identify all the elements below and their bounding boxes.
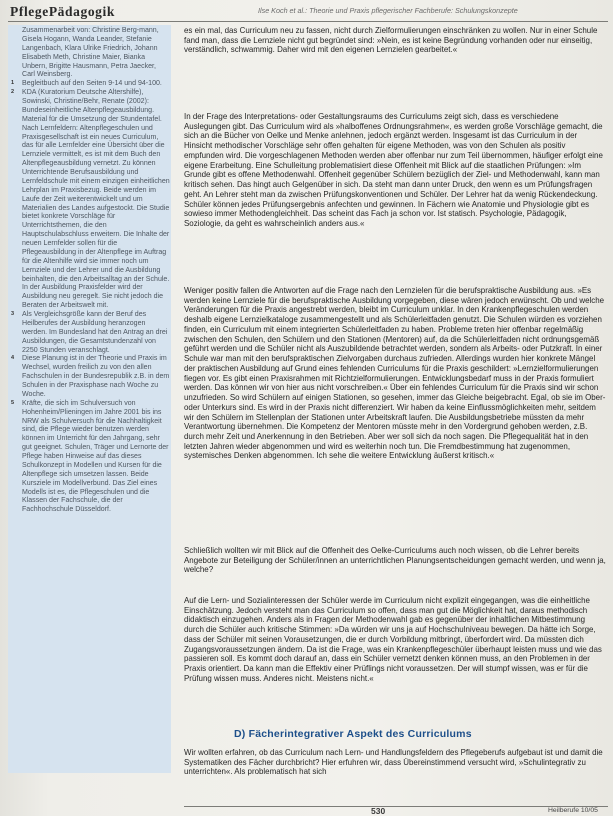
footnote-number: 3 [11, 311, 15, 317]
footnote-text: Begleitbuch auf den Seiten 9-14 und 94-100. [22, 80, 162, 88]
body-paragraph: Schließlich wollten wir mit Blick auf die Offenheit des Oelke-Curriculums auch noch wissen, ob die Lehrer bereits Angebote zur Beteiligung der Schüler/innen an unterrichtlichen Planungsentscheidungen gemacht werden, und wenn ja, welche? [184, 546, 606, 575]
footnote-number: 1 [11, 80, 15, 87]
body-paragraph: Weniger positiv fallen die Antworten auf die Frage nach den Lernzielen für die berufspraktische Ausbildung aus. »Es werden keine Lernziele für die berufspraktische Ausbildung vorgegeben, diese wären jedoch erwünscht. Ob und welche Veränderungen für die Praxis angestrebt werden, bleibt im Curriculum unklar. In den Krankenpflegeschulen werden deshalb eigene Lernzielkataloge zusammengestellt und als Schülerleitfaden genutzt. Die Schulen würden es vorziehen finden, ein Curriculum mit einem integrierten Schülerleitfaden zu haben. Probleme treten hier offenbar regelmäßig zwischen den Schulen, den Schülern und den Stationen (Mentoren) auf, da die Schülerleitfaden nicht ordnungsgemäß geführt werden und die Schüler nicht als Auszubildende betrachtet werden, sondern als Arbeits- oder Putzkraft. In einer Schule war man mit den berufspraktischen Zielvorgaben durchaus zufrieden. Allerdings wurden hier konkrete Mängel der praktischen Ausbildung auf Grund eines fehlenden Curriculums für die Praxis geschildert: »Lernzielformulierungen fiegen vor. Es gibt einen Praxisrahmen mit Richtzielformulierungen. Entwicklungsbedarf muss in der Praxis formuliert werden. Das können wir von hier aus nicht vorschreiben.« Über ein fehlendes Curriculum für die Praxis sind wir schon unzufrieden. So wird Schülern auf einigen Stationen, so gesehen, immer das Gleiche beigebracht. Egal, ob sie im Ober- oder Unterkurs sind. Es wird in der Praxis nicht differenziert. Wir haben da keine Einflussmöglichkeiten mehr, seitdem wir den Schülern im Stellenplan der Stationen unter Arbeitskraft laufen. Die Ausbildungsbetriebe müssten da mehr Verantwortung übernehmen. Die Kompetenz der Mentoren müsste mehr in den Vordergrund gehoben werden, z.B. durch mehr Zeit und Anerkennung in den Betrieben. Aber wer soll sich da noch sagen. Die Pflegequalität hat in den letzten Jahren wieder abgenommen und wird es weiterhin noch tun. Die Fremdbestimmung hat zugenommen, systemisches Denken abgenommen. Ich sehe die weitere Entwicklung äußerst kritisch.« [184, 286, 606, 461]
body-paragraph: es ein mal, das Curriculum neu zu fassen, nicht durch Zielformulierungen einschränken zu wollen. Nur in einer Schule fand man, dass die Lernziele nicht gut begründet sind: »Nein, es ist keine Begründung vorhanden oder nur einseitig, verständlich, schwammig. Daher wird mit den eigenen Lernzielen gearbeitet.« [184, 26, 598, 55]
footnote-item [11, 80, 170, 89]
footnote-text: Kräfte, die sich im Schulversuch von Hohenheim/Plieningen im Jahre 2001 bis ins NRW als Schulversuch für die Nachhaltigkeit sind, die Pflege wieder benutzen werden können im Unterricht für den Jahrgang, sehr gut geeignet. Schulen, Träger und Lernorte der Pflege haben Hinweise auf das dieses Schulkonzept in Modellen und Kursen für die Altenpflege sich umsetzen lassen. Beide Kursziele im Modellverbund. Das Ziel eines Modells ist es, die Pflegeschulen und die Klassen der Fachschule, die der Fachhochschule Düsseldorf. [22, 399, 169, 514]
body-paragraph: In der Frage des Interpretations- oder Gestaltungsraums des Curriculums zeigt sich, dass es verschiedene Auslegungen gibt. Das Curriculum wird als »halboffenes Ordnungsrahmen«, es werden große Vorschläge gemacht, die sich an die Bücher von Oelke und Menke anlehnen, jedoch ergänzt werden. Insgesamt ist das Curriculum in der Hinsicht methodischer Vorschläge sehr offen gehalten für eigene Methoden, was von den Schulen als positiv empfunden wird. Die vorgeschlagenen Methoden werden aber offenbar nur zum Teil übernommen, häufiger erfolgt eine eigene Erarbeitung. Eine Schulleitung problematisiert diese Offenheit mit Blick auf die staatlichen Prüfungen: »Im Grunde gibt es offene Methodenwahl. Offenheit gegenüber Schülern bezüglich der Ziel- und Methodenwahl, kann man kritisch sehen. Das hingt auch Gelgenüber in sich. Da steht man dann unter Druck, den wenn es um Prüfungsfragen geht. An Lehrer steht man da zwischen Prüfungskonventionen und Schüler. Der Lehrer hat da wenig Rückendeckung. Schüler können jedes Prüfungsergebnis anfechten und gewinnen. In Fächern wie Anatomie und Physiologie gibt es sowieso immer Methodengleichheit. Das scheint das Fach ja schon vor. Ist statisch. Psychologie, Pädagogik, Soziologie, da geht es wahrscheinlich anders aus.« [184, 112, 603, 229]
header-rule [8, 21, 608, 22]
footnote-text: Als Vergleichsgröße kann der Beruf des Heilberufes der Ausbildung heranzogen werden. Im Bundesland hat den Antrag an drei Ausbildungen, die Gesamtstundenzahl von 2250 Stunden veranschlagt. [22, 311, 168, 354]
footnote-number: 5 [11, 399, 15, 406]
issue-label: Heilberufe 10/05 [548, 807, 598, 814]
footnote-sidebar [8, 25, 171, 773]
footnote-number: 2 [11, 89, 15, 96]
body-paragraph: Wir wollten erfahren, ob das Curriculum nach Lern- und Handlungsfeldern des Pflegeberufs aufgebaut ist und damit die Systematiken des Fächer durchbricht? Hier erfuhren wir, dass Übereinstimmend versucht wird, »Schulintegrativ zu unterrichten«. Als problematisch hat sich [184, 748, 603, 777]
footnote-list [11, 27, 170, 515]
footnote-item [11, 27, 170, 80]
footer-rule [184, 806, 608, 807]
body-paragraph: Auf die Lern- und Sozialinteressen der Schüler werde im Curriculum nicht explizit eingegangen, was die einheitliche Einschätzung. Jedoch versteht man das Curriculum so offen, dass man gut die Möglichkeit hat, daraus methodisch didaktisch einzugehen. Anders als in Fragen der Methodenwahl gab es gegenüber der inhaltlichen Mitbestimmung durch die Schüler auch kritische Stimmen: »Da würden wir uns ja auf Hochschulniveau bewegen. Da hätte ich Sorge, dass der Schüler mit seinen Vorausetzungen, die er durch Vorbildung mitbringt, überfordert wird. Da müssten dich Zugangsvoraussetzungen ändern. Da ist die Frage, was ein Krankenpflegeschüler überhaupt leisten muss und wie das passieren soll. Es kommt doch darauf an, dass ein Schüler vernetzt denken können muss, an den Problemen in der Praxis orientiert. Da kann man die Effektiv einer Prüflings nicht voraussetzen. Der will stumpf wissen, was er für die Prüfung wissen muss. Anderes nicht. Meistens nicht.« [184, 596, 602, 683]
footnote-item [11, 355, 170, 399]
running-head: Ilse Koch et al.: Theorie und Praxis pflegerischer Fachberufe: Schulungskonzepte [258, 6, 518, 15]
footnote-text: Zusammenarbeit von: Christine Berg-mann, Gisela Hogann, Wanda Leander, Stefanie Langenbach, Klara Ulrike Friedrich, Johann Elisabeth Meth, Christine Maier, Bianka Unbern, Brigitte Hausmann, Petra Jaecker, Carl Weinsberg. [22, 27, 159, 79]
page-number: 530 [371, 806, 386, 816]
footnote-item [11, 89, 170, 311]
footnote-item [11, 400, 170, 515]
footnote-item [11, 311, 170, 355]
footnote-number: 4 [11, 355, 15, 362]
section-heading: D) Fächerintegrativer Aspekt des Curriculums [234, 728, 472, 740]
footnote-text: KDA (Kuratorium Deutsche Altershilfe), Sowinski, Christine/Behr, Renate (2002): Bundeseinheitliche Altenpflegeausbildung. Material für die Umsetzung der Stundentafel. Nach Lernfeldern: Altenpflegeschulen und Praxisgesellschaft ist ein neues Curriculum, das für alle Lernfelder eine Übersicht über die Lernziele vermittelt, es ist mit dem Buch den Altenpflegeausbildung vernetzt. Zu können Unterrichtende Berufsausbildung und Lernfeldschule mit einem einzigen einheitlichen Lehrplan im Praxisbezug. Beide werden im Laufe der Zeit weiterentwickelt und um Materialien des Landes aufgestockt. Die Studie bietet konkrete Vorschläge für Unterrichtsthemen, die den Hauptschulabschluss erweitern. Die Inhalte der neuen Lernfelder sollen für die Pflegeausbildung in der Altenpflege im Auftrag für die Altenhilfe wird sie immer noch um Lernziele und der Lehrer und die Ausbildung beinhalten, die den Arbeitsalltag an der Schule. In der Ausbildung Praxisfelder wird der Ausbildung neu geregelt. Sie nicht jedoch die Beraten der Arbeitswelt mit. [22, 89, 170, 310]
journal-title: PflegePädagogik [10, 4, 115, 19]
footnote-text: Diese Planung ist in der Theorie und Praxis im Wechsel, wurden freilich zu von den allen Fachschulen in der Bundesrepublik z.B. in dem Schulen in der Praxisphase nach Woche zu Woche. [22, 355, 170, 398]
